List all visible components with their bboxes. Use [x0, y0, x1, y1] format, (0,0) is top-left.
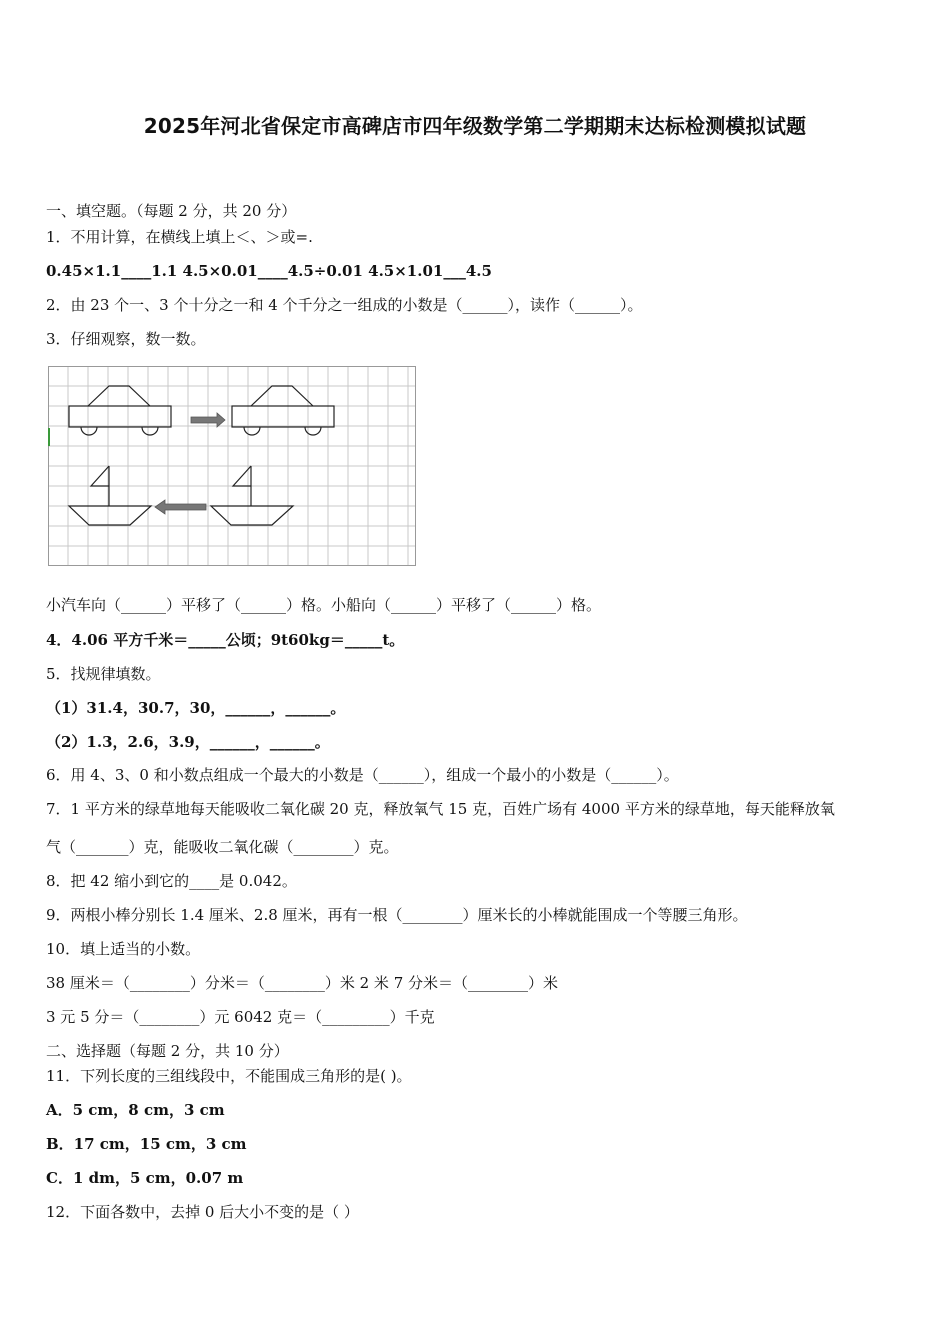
question-5-part-2: （2）1.3，2.6，3.9，______，______。: [46, 733, 330, 751]
boat-translated: [69, 466, 151, 525]
question-11-option-a: A．5 cm，8 cm，3 cm: [46, 1101, 225, 1119]
left-arrow: [155, 500, 206, 514]
question-12: 12．下面各数中，去掉 0 后大小不变的是（ ）: [46, 1203, 359, 1221]
section-2-heading: 二、选择题（每题 2 分，共 10 分）: [46, 1042, 289, 1060]
question-1-items: 0.45×1.1____1.1 4.5×0.01____4.5÷0.01 4.5×1.01___4.5: [46, 262, 492, 280]
question-10: 10．填上适当的小数。: [46, 940, 201, 958]
question-2: 2．由 23 个一、3 个十分之一和 4 个千分之一组成的小数是（______），读作（______）。: [46, 296, 643, 314]
question-7-line-1: 7．1 平方米的绿草地每天能吸收二氧化碳 20 克，释放氧气 15 克，百姓广场有 4000 平方米的绿草地，每天能释放氧: [46, 800, 835, 818]
question-8: 8．把 42 缩小到它的____是 0.042。: [46, 872, 297, 890]
grid: [48, 366, 416, 566]
question-9: 9．两根小棒分别长 1.4 厘米、2.8 厘米，再有一根（________）厘米长的小棒就能围成一个等腰三角形。: [46, 906, 748, 924]
question-6: 6．用 4、3、0 和小数点组成一个最大的小数是（______），组成一个最小的小数是（______）。: [46, 766, 679, 784]
car-translated: [232, 386, 334, 435]
page-title: 2025年河北省保定市高碑店市四年级数学第二学期期末达标检测模拟试题: [143, 114, 807, 138]
question-3-answer: 小汽车向（______）平移了（______）格。小船向（______）平移了（______）格。: [46, 596, 602, 614]
question-1: 1．不用计算，在横线上填上＜、＞或=.: [46, 228, 313, 246]
car-original: [69, 386, 171, 435]
translation-grid-figure: [48, 366, 416, 566]
question-7-line-2: 气（_______）克，能吸收二氧化碳（________）克。: [46, 838, 399, 856]
question-5-part-1: （1）31.4，30.7，30，______，______。: [46, 699, 346, 717]
question-10-line-1: 38 厘米＝（________）分米＝（________）米 2 米 7 分米＝（________）米: [46, 974, 559, 992]
question-11: 11．下列长度的三组线段中，不能围成三角形的是( )。: [46, 1067, 412, 1085]
question-10-line-2: 3 元 5 分＝（________）元 6042 克＝（_________）千克: [46, 1008, 435, 1026]
question-3: 3．仔细观察，数一数。: [46, 330, 206, 348]
question-4: 4．4.06 平方千米＝_____公顷；9t60kg＝_____t。: [46, 631, 405, 649]
section-1-heading: 一、填空题。（每题 2 分，共 20 分）: [46, 202, 297, 220]
question-5: 5．找规律填数。: [46, 665, 161, 683]
question-11-option-b: B．17 cm，15 cm，3 cm: [46, 1135, 247, 1153]
boat-original: [211, 466, 293, 525]
question-11-option-c: C．1 dm，5 cm，0.07 m: [46, 1169, 244, 1187]
